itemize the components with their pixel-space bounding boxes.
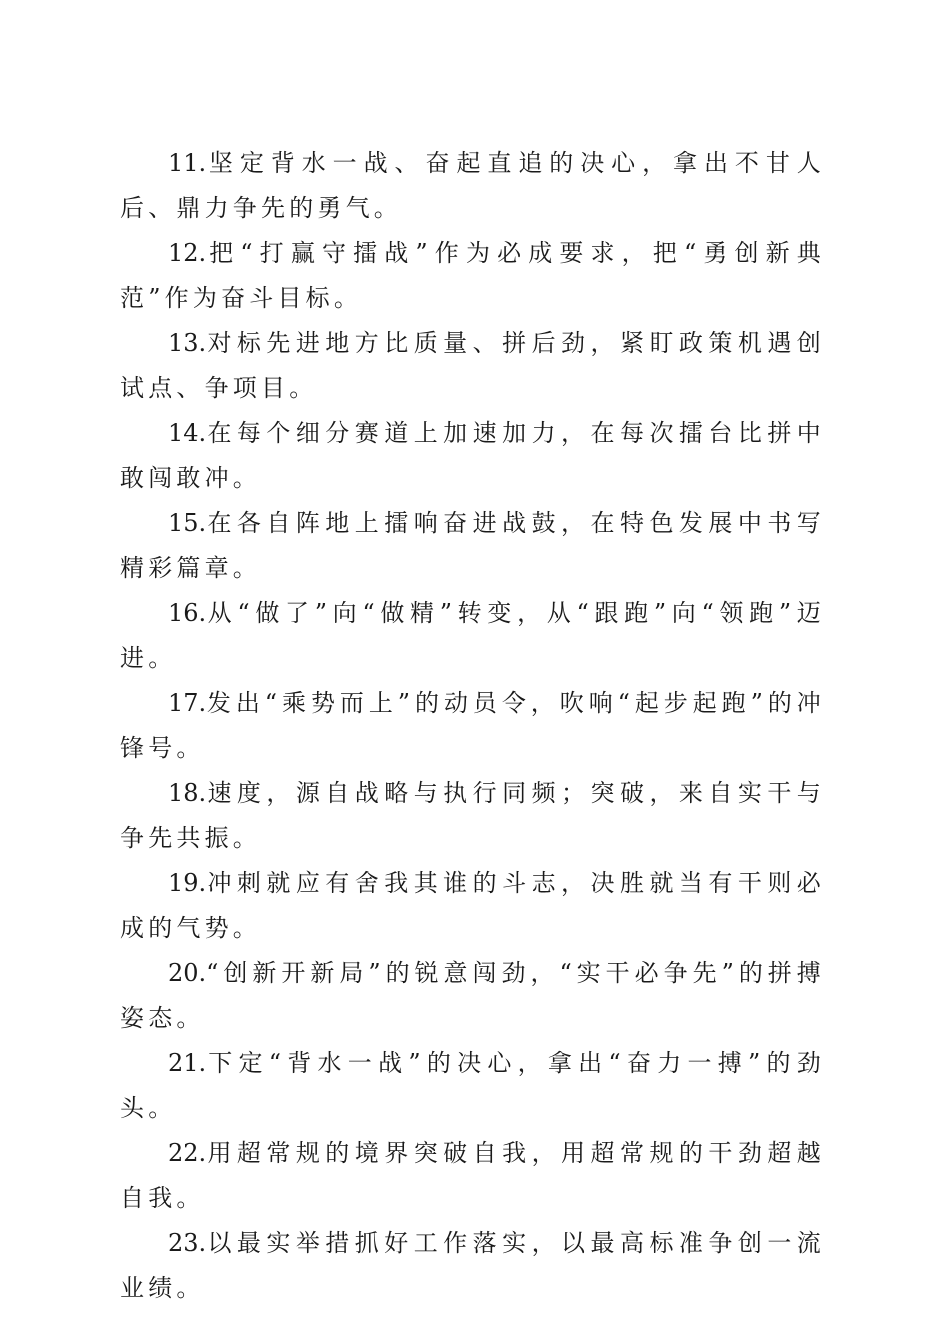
document-body — [120, 141, 825, 1311]
item-text: “创新开新局”的锐意闯劲，“实干必争先”的拼搏姿态。 — [120, 959, 825, 1032]
list-item — [120, 501, 825, 591]
list-item — [120, 321, 825, 411]
item-text: 坚定背水一战、奋起直追的决心，拿出不甘人后、鼎力争先的勇气。 — [120, 149, 825, 222]
item-text: 在每个细分赛道上加速加力，在每次擂台比拼中敢闯敢冲。 — [120, 419, 825, 492]
item-number: 23. — [168, 1229, 207, 1257]
item-text: 发出“乘势而上”的动员令，吹响“起步起跑”的冲锋号。 — [120, 689, 825, 762]
item-number: 15. — [168, 509, 207, 537]
item-number: 11. — [168, 149, 207, 177]
list-item — [120, 1131, 825, 1221]
item-text: 冲刺就应有舍我其谁的斗志，决胜就当有干则必成的气势。 — [120, 869, 825, 942]
list-item — [120, 591, 825, 681]
list-item — [120, 681, 825, 771]
item-number: 16. — [168, 599, 207, 627]
item-number: 14. — [168, 419, 207, 447]
item-number: 13. — [168, 329, 207, 357]
item-text: 在各自阵地上擂响奋进战鼓，在特色发展中书写精彩篇章。 — [120, 509, 825, 582]
item-text: 对标先进地方比质量、拼后劲，紧盯政策机遇创试点、争项目。 — [120, 329, 825, 402]
list-item — [120, 861, 825, 951]
list-item — [120, 951, 825, 1041]
item-number: 12. — [168, 239, 207, 267]
item-number: 21. — [168, 1049, 207, 1077]
item-text: 下定“背水一战”的决心，拿出“奋力一搏”的劲头。 — [120, 1049, 825, 1122]
list-item — [120, 771, 825, 861]
item-number: 19. — [168, 869, 207, 897]
item-text: 速度，源自战略与执行同频；突破，来自实干与争先共振。 — [120, 779, 825, 852]
list-item — [120, 1041, 825, 1131]
item-number: 18. — [168, 779, 207, 807]
item-text: 用超常规的境界突破自我，用超常规的干劲超越自我。 — [120, 1139, 825, 1212]
list-item — [120, 1221, 825, 1311]
item-text: 以最实举措抓好工作落实，以最高标准争创一流业绩。 — [120, 1229, 825, 1302]
item-number: 17. — [168, 689, 207, 717]
item-number: 20. — [168, 959, 207, 987]
list-item — [120, 141, 825, 231]
list-item — [120, 231, 825, 321]
list-item — [120, 411, 825, 501]
item-text: 从“做了”向“做精”转变，从“跟跑”向“领跑”迈进。 — [120, 599, 825, 672]
item-text: 把“打赢守擂战”作为必成要求，把“勇创新典范”作为奋斗目标。 — [120, 239, 825, 312]
item-number: 22. — [168, 1139, 207, 1167]
